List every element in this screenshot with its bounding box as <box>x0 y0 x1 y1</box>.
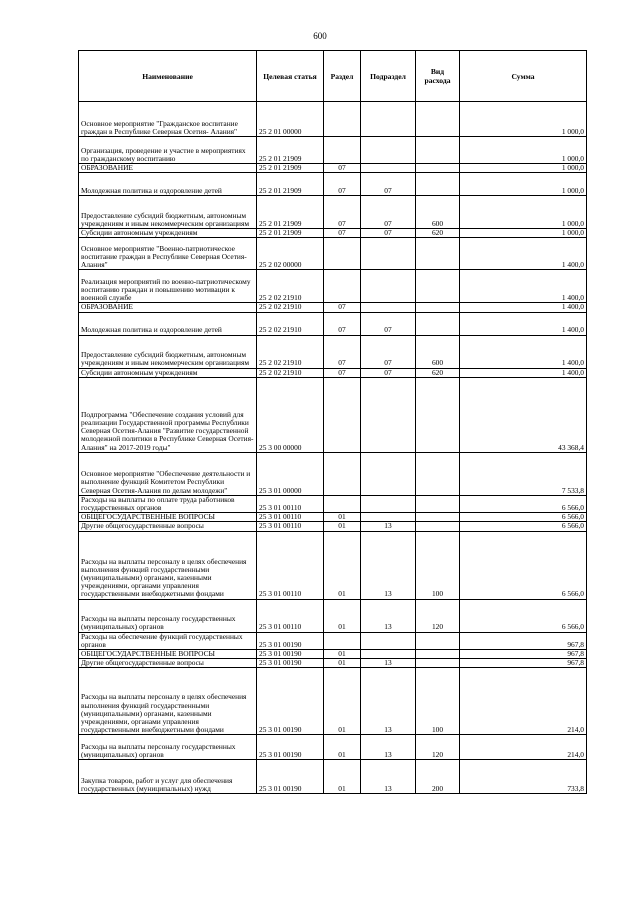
row-subsection-cell <box>361 377 416 452</box>
row-code-cell: 25 2 02 21910 <box>257 303 324 312</box>
row-sum-cell: 733,8 <box>460 760 587 794</box>
row-sum-cell: 1 400,0 <box>460 312 587 335</box>
row-sum-cell: 6 566,0 <box>460 531 587 599</box>
table-row <box>79 312 587 335</box>
row-code-cell: 25 3 01 00110 <box>257 531 324 599</box>
row-section-cell: 01 <box>324 513 361 522</box>
row-section-cell <box>324 102 361 137</box>
row-type-cell: 120 <box>416 735 460 760</box>
row-subsection-cell: 13 <box>361 531 416 599</box>
row-code-cell: 25 3 01 00000 <box>257 452 324 495</box>
row-subsection-cell <box>361 270 416 303</box>
row-type-cell <box>416 632 460 649</box>
table-row <box>79 335 587 368</box>
row-subsection-cell <box>361 238 416 270</box>
table-row <box>79 303 587 312</box>
row-type-cell <box>416 659 460 668</box>
row-code-cell: 25 2 01 21909 <box>257 229 324 238</box>
row-name-cell: Субсидии автономным учреждениям <box>79 229 257 238</box>
row-section-cell: 07 <box>324 368 361 377</box>
row-sum-cell: 1 400,0 <box>460 238 587 270</box>
row-subsection-cell <box>361 164 416 173</box>
row-section-cell: 01 <box>324 531 361 599</box>
table-row <box>79 632 587 649</box>
row-section-cell: 01 <box>324 650 361 659</box>
table-body <box>79 102 587 794</box>
row-type-cell: 620 <box>416 229 460 238</box>
row-sum-cell: 6 566,0 <box>460 495 587 512</box>
row-sum-cell: 1 000,0 <box>460 102 587 137</box>
table-row <box>79 659 587 668</box>
row-section-cell <box>324 137 361 164</box>
row-name-cell: Другие общегосударственные вопросы <box>79 522 257 531</box>
row-type-cell <box>416 377 460 452</box>
row-name-cell: Молодежная политика и оздоровление детей <box>79 173 257 196</box>
row-name-cell: Закупка товаров, работ и услуг для обеспечения государственных (муниципальных) нужд <box>79 760 257 794</box>
row-section-cell: 07 <box>324 312 361 335</box>
table-row <box>79 137 587 164</box>
row-code-cell: 25 2 01 21909 <box>257 196 324 229</box>
row-subsection-cell <box>361 495 416 512</box>
table-row <box>79 164 587 173</box>
row-name-cell: Подпрограмма "Обеспечение создания условий для реализации Государственной программы Республики Северная Осетия-Алания "Развитие государственной молодежной политики в Республике Северная Осетия-Алания" на 2017-2019 годы" <box>79 377 257 452</box>
table-row <box>79 229 587 238</box>
row-section-cell: 07 <box>324 335 361 368</box>
row-sum-cell: 967,8 <box>460 659 587 668</box>
row-sum-cell: 6 566,0 <box>460 513 587 522</box>
row-sum-cell: 1 000,0 <box>460 196 587 229</box>
row-code-cell: 25 3 01 00190 <box>257 735 324 760</box>
row-type-cell <box>416 102 460 137</box>
row-type-cell: 620 <box>416 368 460 377</box>
page-number: 600 <box>313 31 327 41</box>
row-section-cell <box>324 238 361 270</box>
table-row <box>79 196 587 229</box>
table-row <box>79 599 587 632</box>
row-type-cell: 100 <box>416 668 460 735</box>
budget-table <box>78 50 587 794</box>
row-subsection-cell: 13 <box>361 659 416 668</box>
row-code-cell: 25 3 01 00190 <box>257 668 324 735</box>
row-sum-cell: 7 533,8 <box>460 452 587 495</box>
table-row <box>79 452 587 495</box>
row-subsection-cell: 07 <box>361 335 416 368</box>
row-type-cell: 120 <box>416 599 460 632</box>
row-name-cell: ОБЩЕГОСУДАРСТВЕННЫЕ ВОПРОСЫ <box>79 650 257 659</box>
row-sum-cell: 1 000,0 <box>460 229 587 238</box>
row-type-cell: 600 <box>416 196 460 229</box>
row-name-cell: Другие общегосударственные вопросы <box>79 659 257 668</box>
header-type: Вид расхода <box>416 51 460 102</box>
row-code-cell: 25 2 01 21909 <box>257 173 324 196</box>
row-code-cell: 25 3 00 00000 <box>257 377 324 452</box>
table-row <box>79 735 587 760</box>
row-subsection-cell <box>361 632 416 649</box>
row-type-cell <box>416 495 460 512</box>
row-section-cell: 07 <box>324 173 361 196</box>
row-name-cell: Реализация мероприятий по военно-патриотическому воспитанию граждан и повышению мотивации к военной службе <box>79 270 257 303</box>
row-section-cell: 01 <box>324 735 361 760</box>
row-name-cell: Субсидии автономным учреждениям <box>79 368 257 377</box>
row-subsection-cell: 07 <box>361 229 416 238</box>
table-row <box>79 668 587 735</box>
row-subsection-cell: 07 <box>361 196 416 229</box>
row-sum-cell: 43 368,4 <box>460 377 587 452</box>
row-type-cell: 600 <box>416 335 460 368</box>
table-header-row <box>79 51 587 102</box>
row-section-cell <box>324 270 361 303</box>
row-section-cell: 07 <box>324 229 361 238</box>
row-name-cell: Расходы на выплаты персоналу в целях обеспечения выполнения функций государственными (муниципальными) органами, казенными учреждениями, органами управления государственными внебюджетными фондами <box>79 668 257 735</box>
row-section-cell <box>324 495 361 512</box>
row-code-cell: 25 3 01 00110 <box>257 495 324 512</box>
row-name-cell: ОБРАЗОВАНИЕ <box>79 303 257 312</box>
row-code-cell: 25 3 01 00190 <box>257 632 324 649</box>
row-subsection-cell: 13 <box>361 599 416 632</box>
row-code-cell: 25 3 01 00110 <box>257 513 324 522</box>
table-row <box>79 238 587 270</box>
table-row <box>79 760 587 794</box>
row-name-cell: Молодежная политика и оздоровление детей <box>79 312 257 335</box>
table-row <box>79 102 587 137</box>
row-name-cell: ОБРАЗОВАНИЕ <box>79 164 257 173</box>
row-code-cell: 25 2 02 00000 <box>257 238 324 270</box>
row-type-cell <box>416 238 460 270</box>
table-row <box>79 377 587 452</box>
row-type-cell <box>416 303 460 312</box>
row-code-cell: 25 3 01 00190 <box>257 659 324 668</box>
table-row <box>79 368 587 377</box>
row-subsection-cell: 13 <box>361 760 416 794</box>
row-sum-cell: 214,0 <box>460 668 587 735</box>
header-code: Целевая статья <box>257 51 324 102</box>
row-sum-cell: 967,8 <box>460 650 587 659</box>
row-section-cell: 01 <box>324 668 361 735</box>
row-type-cell <box>416 650 460 659</box>
table-row <box>79 531 587 599</box>
row-type-cell <box>416 522 460 531</box>
row-section-cell: 07 <box>324 164 361 173</box>
row-sum-cell: 6 566,0 <box>460 522 587 531</box>
row-code-cell: 25 3 01 00110 <box>257 599 324 632</box>
table-row <box>79 495 587 512</box>
row-code-cell: 25 3 01 00110 <box>257 522 324 531</box>
row-subsection-cell <box>361 303 416 312</box>
row-sum-cell: 214,0 <box>460 735 587 760</box>
row-sum-cell: 1 000,0 <box>460 137 587 164</box>
row-section-cell <box>324 377 361 452</box>
row-name-cell: Расходы на выплаты персоналу государственных (муниципальных) органов <box>79 599 257 632</box>
header-subsection: Подраздел <box>361 51 416 102</box>
row-code-cell: 25 3 01 00190 <box>257 650 324 659</box>
row-name-cell: Расходы на выплаты по оплате труда работников государственных органов <box>79 495 257 512</box>
row-name-cell: Предоставление субсидий бюджетным, автономным учреждениям и иным некоммерческим организациям <box>79 196 257 229</box>
row-sum-cell: 967,8 <box>460 632 587 649</box>
row-name-cell: Основное мероприятие "Военно-патриотическое воспитание граждан в Республике Северная Осетия- Алания" <box>79 238 257 270</box>
row-name-cell: Основное мероприятие "Обеспечение деятельности и выполнение функций Комитетом Республики Северная Осетия-Алания по делам молодежи" <box>79 452 257 495</box>
row-name-cell: Расходы на обеспечение функций государственных органов <box>79 632 257 649</box>
row-sum-cell: 1 000,0 <box>460 164 587 173</box>
row-sum-cell: 1 400,0 <box>460 270 587 303</box>
row-code-cell: 25 2 02 21910 <box>257 368 324 377</box>
header-sum: Сумма <box>460 51 587 102</box>
header-name: Наименование <box>79 51 257 102</box>
row-subsection-cell: 13 <box>361 522 416 531</box>
row-name-cell: Организация, проведение и участие в мероприятиях по гражданскому воспитанию <box>79 137 257 164</box>
row-subsection-cell: 13 <box>361 735 416 760</box>
row-subsection-cell: 07 <box>361 312 416 335</box>
row-section-cell <box>324 452 361 495</box>
row-section-cell: 01 <box>324 659 361 668</box>
row-section-cell: 01 <box>324 599 361 632</box>
row-code-cell: 25 2 02 21910 <box>257 312 324 335</box>
row-type-cell <box>416 513 460 522</box>
row-subsection-cell: 07 <box>361 368 416 377</box>
row-section-cell <box>324 632 361 649</box>
row-type-cell <box>416 312 460 335</box>
row-sum-cell: 6 566,0 <box>460 599 587 632</box>
row-sum-cell: 1 400,0 <box>460 368 587 377</box>
row-subsection-cell: 07 <box>361 173 416 196</box>
row-name-cell: Расходы на выплаты персоналу в целях обеспечения выполнения функций государственными (муниципальными) органами, казенными учреждениями, органами управления государственными внебюджетными фондами <box>79 531 257 599</box>
row-code-cell: 25 2 02 21910 <box>257 270 324 303</box>
row-type-cell <box>416 137 460 164</box>
row-type-cell: 100 <box>416 531 460 599</box>
row-code-cell: 25 2 02 21910 <box>257 335 324 368</box>
row-sum-cell: 1 000,0 <box>460 173 587 196</box>
row-code-cell: 25 2 01 21909 <box>257 137 324 164</box>
row-type-cell <box>416 173 460 196</box>
row-code-cell: 25 3 01 00190 <box>257 760 324 794</box>
header-section: Раздел <box>324 51 361 102</box>
row-subsection-cell <box>361 102 416 137</box>
row-section-cell: 07 <box>324 303 361 312</box>
row-name-cell: Основное мероприятие "Гражданское воспитание граждан в Республике Северная Осетия- Алания" <box>79 102 257 137</box>
table-row <box>79 522 587 531</box>
row-type-cell <box>416 270 460 303</box>
row-type-cell <box>416 452 460 495</box>
table-row <box>79 173 587 196</box>
row-section-cell: 01 <box>324 522 361 531</box>
row-subsection-cell: 13 <box>361 668 416 735</box>
row-type-cell <box>416 164 460 173</box>
row-sum-cell: 1 400,0 <box>460 335 587 368</box>
row-subsection-cell <box>361 137 416 164</box>
row-name-cell: ОБЩЕГОСУДАРСТВЕННЫЕ ВОПРОСЫ <box>79 513 257 522</box>
row-subsection-cell <box>361 452 416 495</box>
row-section-cell: 01 <box>324 760 361 794</box>
row-code-cell: 25 2 01 21909 <box>257 164 324 173</box>
table-row <box>79 270 587 303</box>
row-type-cell: 200 <box>416 760 460 794</box>
row-sum-cell: 1 400,0 <box>460 303 587 312</box>
row-name-cell: Предоставление субсидий бюджетным, автономным учреждениям и иным некоммерческим организациям <box>79 335 257 368</box>
row-section-cell: 07 <box>324 196 361 229</box>
row-code-cell: 25 2 01 00000 <box>257 102 324 137</box>
row-name-cell: Расходы на выплаты персоналу государственных (муниципальных) органов <box>79 735 257 760</box>
